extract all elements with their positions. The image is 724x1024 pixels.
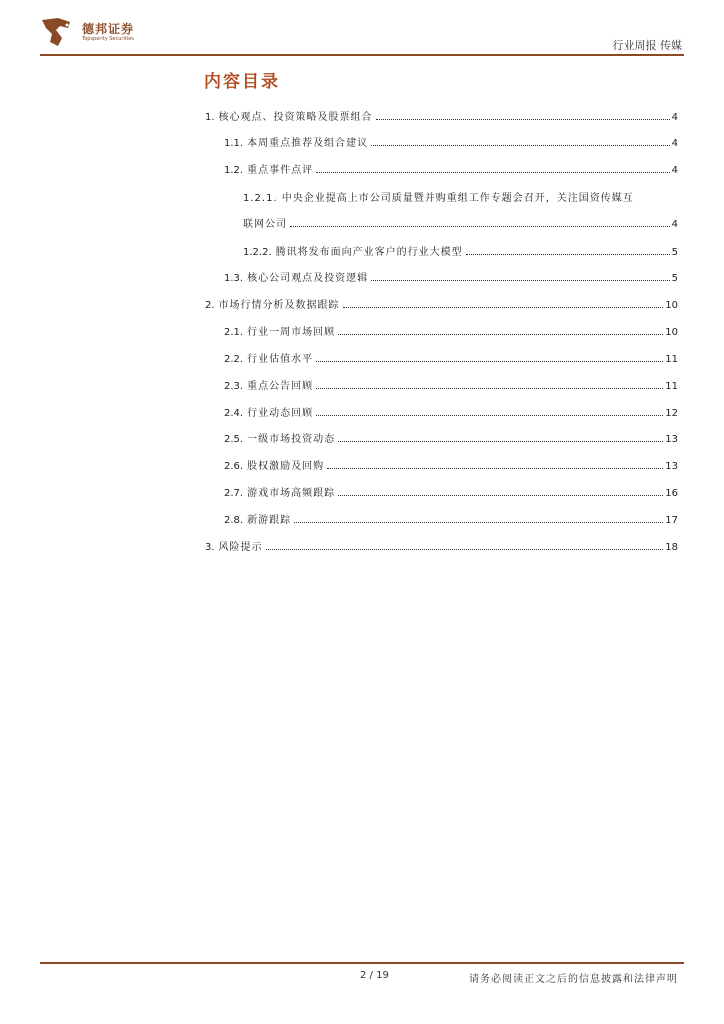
toc-entry[interactable] (224, 347, 678, 365)
toc-entry[interactable] (224, 266, 678, 284)
toc-entry-text: 一级市场投资动态 (247, 434, 336, 445)
toc-entry-number: 2. (205, 300, 215, 311)
toc-entry-number: 2.5. (224, 434, 244, 445)
toc-entry-text: 新游跟踪 (247, 515, 292, 526)
toc-leader-dots (290, 226, 670, 227)
toc-entry[interactable] (224, 481, 678, 499)
footer-divider (40, 962, 684, 964)
toc-entry-text: 腾讯将发布面向产业客户的行业大模型 (275, 247, 463, 258)
toc-entry-number: 1.2.2. (243, 247, 272, 258)
toc-entry-text: 行业估值水平 (247, 354, 314, 365)
toc-entry[interactable] (224, 427, 678, 445)
logo-icon (40, 16, 76, 50)
toc-entry-page: 5 (671, 247, 678, 258)
toc-entry-page: 4 (671, 165, 678, 176)
page-indicator: 2 / 19 (360, 970, 389, 981)
toc-leader-dots (338, 441, 663, 442)
toc-entry-number: 1.2.1. (243, 193, 278, 204)
toc-entry-page: 4 (671, 138, 678, 149)
toc-entry-number: 1. (205, 112, 215, 123)
toc-entry-number: 2.8. (224, 515, 244, 526)
toc-leader-dots (266, 549, 664, 550)
disclaimer-note: 请务必阅读正文之后的信息披露和法律声明 (469, 974, 678, 985)
toc-leader-dots (466, 254, 670, 255)
toc-leader-dots (338, 334, 663, 335)
toc-entry[interactable] (224, 508, 678, 526)
toc-entry-number: 2.2. (224, 354, 244, 365)
toc-entry-number: 1.1. (224, 138, 244, 149)
toc-entry-text: 重点事件点评 (247, 165, 314, 176)
toc-entry-text: 市场行情分析及数据跟踪 (218, 300, 340, 311)
company-logo (40, 16, 180, 50)
report-type-label: 行业周报 传媒 (612, 39, 682, 52)
toc-entry-number: 2.7. (224, 488, 244, 499)
toc-entry-number: 3. (205, 542, 215, 553)
toc-entry-page: 13 (665, 461, 678, 472)
toc-entry[interactable] (205, 105, 678, 123)
toc-entry-text: 游戏市场高频跟踪 (247, 488, 336, 499)
logo-chinese-name: 德邦证券 (82, 22, 135, 36)
toc-entry-page: 11 (665, 354, 678, 365)
toc-entry[interactable] (224, 374, 678, 392)
toc-entry[interactable] (205, 293, 678, 311)
toc-entry-number: 1.3. (224, 273, 244, 284)
toc-entry[interactable] (243, 240, 678, 258)
toc-entry[interactable] (243, 212, 678, 230)
toc-entry-number: 2.3. (224, 381, 244, 392)
header-divider (40, 54, 684, 56)
toc-entry-page: 5 (671, 273, 678, 284)
toc-entry-text: 行业一周市场回顾 (247, 327, 336, 338)
toc-leader-dots (294, 522, 663, 523)
toc-leader-dots (316, 415, 663, 416)
toc-leader-dots (343, 307, 664, 308)
toc-entry[interactable] (224, 158, 678, 176)
toc-leader-dots (327, 468, 663, 469)
toc-entry-number: 2.1. (224, 327, 244, 338)
toc-entry-text: 核心观点、投资策略及股票组合 (218, 112, 373, 123)
toc-entry-page: 10 (665, 300, 678, 311)
toc-entry-text: 行业动态回顾 (247, 408, 314, 419)
toc-leader-dots (316, 388, 663, 389)
toc-entry-number: 1.2. (224, 165, 244, 176)
toc-entry-page: 12 (665, 408, 678, 419)
toc-entry-page: 16 (665, 488, 678, 499)
toc-entry-page: 4 (671, 219, 678, 230)
toc-entry-text: 风险提示 (218, 542, 263, 553)
toc-leader-dots (371, 145, 670, 146)
toc-leader-dots (376, 119, 670, 120)
toc-entry[interactable] (224, 454, 678, 472)
toc-entry-text: 本周重点推荐及组合建议 (247, 138, 369, 149)
toc-entry-text: 股权激励及回购 (247, 461, 325, 472)
toc-entry[interactable] (224, 131, 678, 149)
toc-entry[interactable] (224, 320, 678, 338)
toc-entry-number: 2.4. (224, 408, 244, 419)
toc-entry[interactable] (224, 401, 678, 419)
toc-entry-page: 13 (665, 434, 678, 445)
toc-entry-page: 4 (671, 112, 678, 123)
toc-entry-page: 18 (665, 542, 678, 553)
toc-entry-text: 中央企业提高上市公司质量暨并购重组工作专题会召开，关注国资传媒互 (281, 193, 634, 204)
toc-entry-page: 10 (665, 327, 678, 338)
toc-entry[interactable] (205, 535, 678, 553)
toc-title: 内容目录 (204, 72, 280, 92)
toc-leader-dots (371, 280, 670, 281)
toc-entry-text-continued: 联网公司 (243, 219, 287, 230)
toc-entry-page: 11 (665, 381, 678, 392)
toc-entry-text: 核心公司观点及投资逻辑 (247, 273, 369, 284)
toc-leader-dots (316, 172, 670, 173)
toc-entry-page: 17 (665, 515, 678, 526)
toc-entry-wrapped-first-line[interactable] (243, 189, 634, 204)
logo-english-name: Topsperity Securities (82, 36, 134, 42)
toc-leader-dots (316, 361, 663, 362)
toc-entry-number: 2.6. (224, 461, 244, 472)
toc-entry-text: 重点公告回顾 (247, 381, 314, 392)
toc-leader-dots (338, 495, 663, 496)
